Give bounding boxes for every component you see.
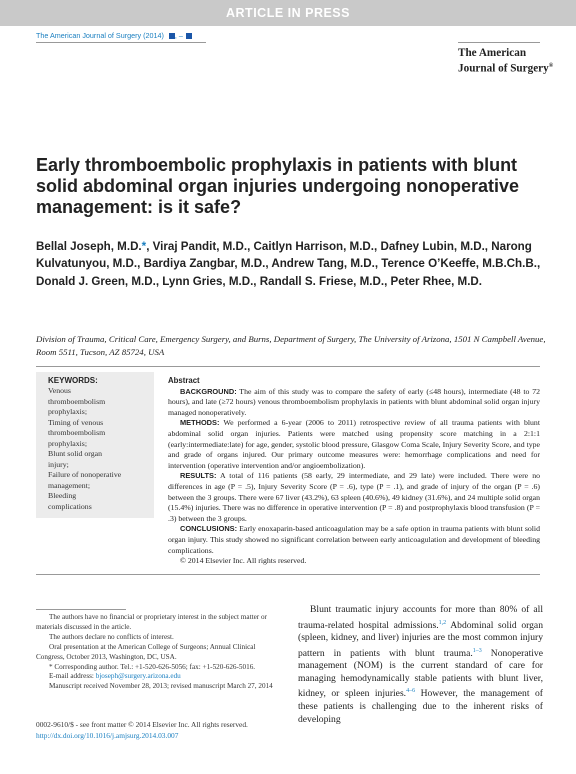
- issn-line: 0002-9610/$ - see front matter © 2014 Elsevier Inc. All rights reserved.: [36, 720, 248, 729]
- conclusions-text: Early enoxaparin-based anticoagulation may be a safe option in trauma patients with blunt solid organ injury. This study showed no significant correlation between early anticoagulation and development of bleeding complications.: [168, 524, 540, 555]
- keyword-line: prophylaxis;: [48, 407, 87, 416]
- keyword-line: Venous: [48, 386, 71, 395]
- doi-link[interactable]: http://dx.doi.org/10.1016/j.amjsurg.2014.03.007: [36, 730, 179, 740]
- journal-citation-line[interactable]: [36, 31, 192, 40]
- article-title: Early thromboembolic prophylaxis in patients with blunt solid abdominal organ injuries undergoing nonoperative management: is it safe?: [36, 155, 520, 217]
- keyword-line: Failure of nonoperative: [48, 470, 122, 479]
- square-icon: [186, 33, 192, 39]
- keyword-line: Blunt solid organ: [48, 449, 103, 458]
- body-sentence: However, the management of these patients is challenging due to the inherent risks of developing: [298, 688, 543, 725]
- header-rule-left: [36, 42, 206, 43]
- header-rule-right: [458, 42, 540, 43]
- email-link[interactable]: bjoseph@surgery.arizona.edu: [95, 672, 181, 681]
- footnote-email: [36, 672, 282, 682]
- first-author: Bellal Joseph, M.D.: [36, 240, 142, 253]
- footnote-rule: [36, 609, 126, 610]
- article-in-press-banner: ARTICLE IN PRESS: [0, 0, 576, 26]
- affiliation: Division of Trauma, Critical Care, Emergency Surgery, and Burns, Department of Surgery, The University of Arizona, 1501 N Campbell Avenue, Room 5511, Tucson, AZ 85724, USA: [36, 334, 546, 357]
- conclusions-label: CONCLUSIONS:: [180, 524, 238, 534]
- background-label: BACKGROUND:: [180, 386, 237, 396]
- body-sentence: Abdominal solid organ (spleen, kidney, and liver) injuries are the most common injury pattern in patients with blunt trauma.: [298, 619, 543, 659]
- keyword-line: Timing of venous: [48, 417, 104, 427]
- results-label: RESULTS:: [180, 471, 217, 481]
- body-paragraph: [298, 604, 543, 726]
- keyword-line: management;: [48, 480, 90, 490]
- keyword-line: prophylaxis;: [48, 438, 87, 448]
- keywords-box: [36, 372, 154, 518]
- results-text: A total of 116 patients (58 early, 29 intermediate, and 29 late) were included. There were no differences in age (P = .5), Injury Severity Score (P = .6), type (P = .1), and grade of injury of the organ (P = .6) between the 3 groups. There were 67 liver (43.2%), 63 spleen (40.6%), 49 kidney (31.6%), and 24 multiple solid organ (15.4%) injuries. There was no difference in operative intervention (P = .8) and postprophylaxis blood transfusion (P = .3) between the 3 groups.: [168, 471, 540, 523]
- footnote-corresponding: * Corresponding author. Tel.: +1-520-626-5056; fax: +1-520-626-5016.: [49, 662, 256, 671]
- abstract-results: [168, 471, 540, 524]
- journal-citation-dash: –: [178, 31, 183, 40]
- abstract-top-rule: [36, 366, 540, 367]
- footnote-interest: The authors have no financial or proprietary interest in the subject matter or materials discussed in the article.: [36, 613, 267, 631]
- journal-logo: [458, 47, 553, 76]
- other-authors: , Viraj Pandit, M.D., Caitlyn Harrison, M.D., Dafney Lubin, M.D., Narong Kulvatunyou, M.D., Bardiya Zangbar, M.D., Andrew Tang, M.D., Terence O’Keeffe, M.B.Ch.B., Donald J. Green, M.D., Lynn Gries, M.D., Randall S. Friese, M.D., Peter Rhee, M.D.: [36, 240, 541, 288]
- background-text: The aim of this study was to compare the safety of early (≤48 hours), intermediate (48 to 72 hours), and late (≥72 hours) venous thromboembolism prophylaxis in patients with blunt abdominal solid organ injury managed nonoperatively.: [168, 386, 540, 417]
- author-list: [36, 238, 556, 290]
- footnote-presentation: Oral presentation at the American College of Surgeons; Annual Clinical Congress, October 2013, Washington, DC, USA.: [36, 642, 256, 661]
- reference-link[interactable]: 4–6: [406, 688, 416, 695]
- reference-link[interactable]: 1,2: [438, 619, 447, 626]
- abstract-methods: [168, 418, 540, 471]
- keyword-line: thromboembolism: [48, 396, 106, 406]
- abstract-copyright: © 2014 Elsevier Inc. All rights reserved.: [180, 556, 307, 566]
- abstract: [168, 376, 540, 567]
- body-sentence: Blunt traumatic injury accounts for more than 80% of all trauma-related hospital admissions.: [298, 604, 543, 631]
- body-sentence: Nonoperative management (NOM) is the current standard of care for managing hemodynamically stable patients with blunt liver, kidney, or spleen injuries.: [298, 647, 543, 700]
- body-text: [298, 604, 543, 726]
- abstract-bottom-rule: [36, 574, 540, 575]
- footnotes: [36, 613, 282, 692]
- keyword-line: complications: [48, 501, 92, 511]
- keyword-line: Bleeding: [48, 491, 77, 500]
- keyword-line: injury;: [48, 459, 69, 469]
- registered-mark: ®: [548, 63, 554, 69]
- reference-link[interactable]: 1–3: [472, 647, 482, 654]
- logo-line-1: The American: [458, 47, 527, 59]
- keywords-heading: KEYWORDS:: [48, 376, 98, 385]
- footnote-received: Manuscript received November 28, 2013; revised manuscript March 27, 2014: [49, 682, 273, 691]
- email-label: E-mail address:: [49, 672, 96, 681]
- abstract-heading: Abstract: [168, 376, 200, 385]
- keyword-line: thromboembolism: [48, 428, 106, 437]
- methods-text: We performed a 6-year (2006 to 2011) retrospective review of all trauma patients with blunt abdominal solid organ injuries. Patients were matched using propensity score matching in a 2:1:1 (early:intermediate:late) for age, gender, systolic blood pressure, Glasgow Coma Scale, Injury Severity Score, and type and grade of organs injured. Our primary outcome measures were: hemorrhage complications and need for intervention (operative intervention and/or angioembolization).: [168, 418, 540, 470]
- corresponding-author-link[interactable]: *: [141, 240, 147, 253]
- journal-citation-text: The American Journal of Surgery (2014): [36, 31, 166, 40]
- abstract-background: [168, 387, 540, 419]
- logo-line-2: Journal of Surgery: [458, 62, 549, 75]
- footnote-conflicts: The authors declare no conflicts of interest.: [49, 632, 174, 641]
- issn-block: [36, 720, 248, 741]
- methods-label: METHODS:: [180, 418, 220, 428]
- journal-citation-separator: ,: [174, 31, 179, 40]
- abstract-conclusions: [168, 524, 540, 556]
